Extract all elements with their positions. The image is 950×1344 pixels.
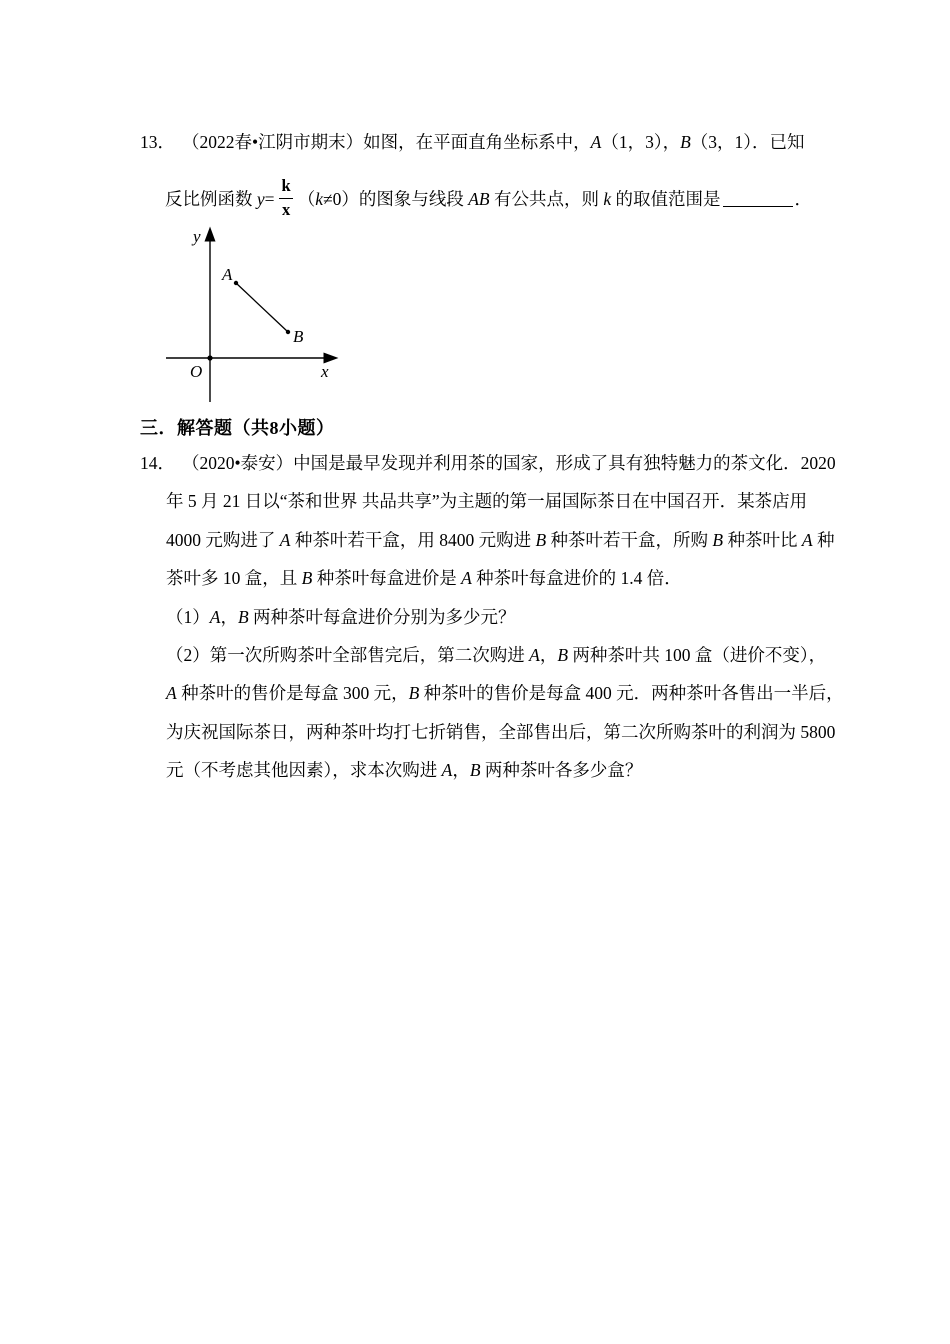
point-b-label: B [293,327,304,346]
question-14-line4: 茶叶多 10 盒，且 B 种茶叶每盒进价是 A 种茶叶每盒进价的 1.4 倍． [166,568,682,589]
y-axis-arrowhead [205,228,215,241]
question-14-part2-line3: 为庆祝国际茶日，两种茶叶均打七折销售，全部售出后，第二次所购茶叶的利润为 5800 [166,721,836,742]
question-14-part2-line1: （2）第一次所购茶叶全部售完后，第二次购进 A，B 两种茶叶共 100 盒（进价不变）， [166,644,827,665]
question-14-line3: 4000 元购进了 A 种茶叶若干盒，用 8400 元购进 B 种茶叶若干盒，所购 B 种茶叶比 A 种 [166,529,835,550]
fraction-numerator: k [281,176,291,195]
question-14-number: 14． [140,453,175,473]
question-14-part2-line2: A 种茶叶的售价是每盒 300 元，B 种茶叶的售价是每盒 400 元．两种茶叶各售出一半后， [166,683,844,704]
question-14-part1: （1）A，B 两种茶叶每盒进价分别为多少元？ [166,606,516,627]
section-header: 三．解答题（共8小题） [140,418,335,438]
origin-point [207,355,212,360]
sentence-end-period: ． [794,188,813,209]
question-14-line2: 年 5 月 21 日以“茶和世界 共品共享”为主题的第一届国际茶日在中国召开．某茶店用 [166,491,808,512]
origin-label: O [190,362,203,381]
question-14 [140,444,844,790]
answer-blank [723,189,793,207]
question-14-text: （2020•泰安）中国是最早发现并利用茶的国家，形成了具有独特魅力的茶文化．2020 [182,453,836,473]
point-a-label: A [222,265,233,284]
question-13-line2 [165,175,812,221]
question-13-text: （2022春•江阴市期末）如图，在平面直角坐标系中，A（1，3），B（3，1）．已知 [182,132,805,152]
point-b-dot [286,330,290,334]
question-14-line1 [140,444,844,482]
equation-prefix: 反比例函数 y= [165,188,275,209]
question-13-line1 [140,129,805,154]
y-axis-label: y [193,227,201,246]
fraction-denominator: x [279,198,293,219]
coordinate-plane-figure [160,226,350,411]
question-13-number: 13． [140,132,175,152]
x-axis-label: x [321,362,329,381]
question-14-part2-line4: 元（不考虑其他因素），求本次购进 A，B 两种茶叶各多少盒？ [166,760,643,781]
segment-ab [236,283,288,332]
equation-suffix: （k≠0）的图象与线段 AB 有公共点，则 k 的取值范围是 [297,188,721,209]
point-a-dot [234,281,238,285]
fraction-k-over-x [279,178,294,218]
